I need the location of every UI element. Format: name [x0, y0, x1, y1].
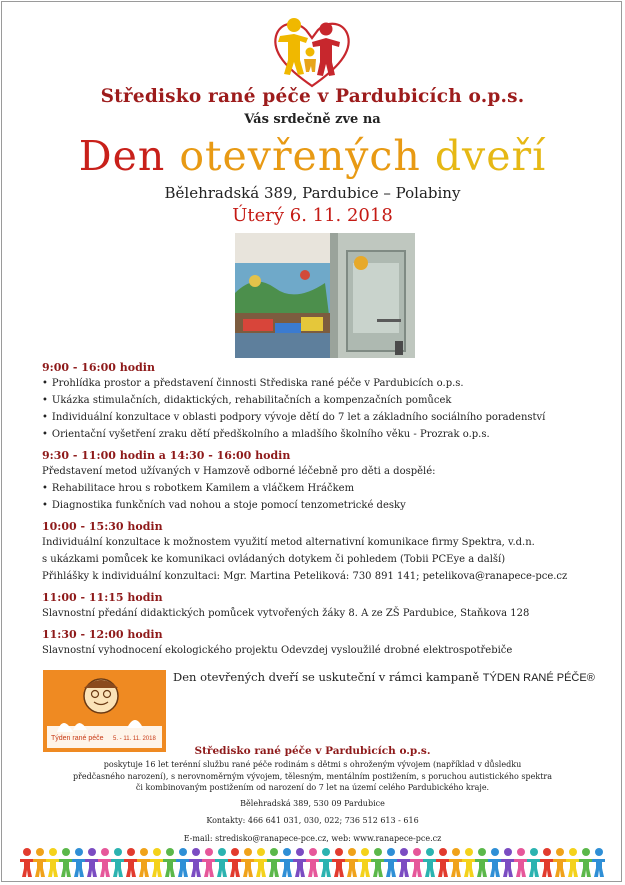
- person-figure-icon: [111, 848, 125, 877]
- campaign-poster: [43, 670, 166, 752]
- program-item: • Ukázka stimulačních, didaktických, rehabilitačních a kompenzačních pomůcek: [42, 392, 612, 409]
- footer-organization: Středisko rané péče v Pardubicích o.p.s.: [194, 745, 431, 757]
- program-block-2: [42, 449, 612, 514]
- person-figure-icon: [85, 848, 99, 877]
- program-block-1: [42, 361, 612, 443]
- person-figure-icon: [98, 848, 112, 877]
- person-figure-icon: [488, 848, 502, 877]
- person-figure-icon: [59, 848, 73, 877]
- person-figure-icon: [124, 848, 138, 877]
- program-item: • Orientační vyšetření zraku dětí předškolního a mladšího školního věku - Prozrak o.p.s.: [42, 426, 612, 443]
- room-photo: [235, 233, 415, 358]
- person-figure-icon: [163, 848, 177, 877]
- person-figure-icon: [384, 848, 398, 877]
- program-block-3: [42, 520, 612, 585]
- program-block-5: [42, 628, 612, 659]
- footer-description-line: poskytuje 16 let terénní službu rané péče rodinám s dětmi s ohroženým vývojem (například v důsledku: [103, 760, 522, 769]
- program-item: • Diagnostika funkčních vad nohou a stoje pomocí tenzometrické desky: [42, 497, 612, 514]
- person-figure-icon: [150, 848, 164, 877]
- person-figure-icon: [241, 848, 255, 877]
- person-figure-icon: [436, 848, 450, 877]
- person-figure-icon: [579, 848, 593, 877]
- person-figure-icon: [33, 848, 47, 877]
- organization-logo: [266, 12, 358, 90]
- person-figure-icon: [345, 848, 359, 877]
- person-figure-icon: [332, 848, 346, 877]
- person-figure-icon: [189, 848, 203, 877]
- person-figure-icon: [514, 848, 528, 877]
- program-time: 11:30 - 12:00 hodin: [42, 628, 163, 641]
- campaign-note-prefix: Den otevřených dveří se uskuteční v rámci kampaně: [173, 670, 483, 684]
- event-address: Bělehradská 389, Pardubice – Polabiny: [164, 184, 461, 202]
- person-figure-icon: [371, 848, 385, 877]
- invitation-text: Vás srdečně zve na: [244, 112, 381, 127]
- person-figure-icon: [501, 848, 515, 877]
- person-figure-icon: [72, 848, 86, 877]
- event-title: [0, 130, 625, 182]
- footer-contacts: Kontakty: 466 641 031, 030, 022; 736 512 613 - 616: [206, 816, 419, 825]
- footer: [0, 743, 625, 844]
- organization-title: Středisko rané péče v Pardubicích o.p.s.: [100, 86, 525, 107]
- campaign-note: [173, 670, 595, 684]
- footer-email-web: E-mail: stredisko@ranapece-pce.cz, web: www.ranapece-pce.cz: [183, 833, 442, 843]
- program-item: • Individuální konzultace v oblasti podpory vývoje dětí do 7 let a základního sociálního poradenství: [42, 409, 612, 426]
- person-figure-icon: [566, 848, 580, 877]
- event-title-word-1: Den: [78, 132, 166, 180]
- person-figure-icon: [592, 848, 605, 877]
- person-figure-icon: [176, 848, 190, 877]
- person-figure-icon: [462, 848, 476, 877]
- program-item: Slavnostní vyhodnocení ekologického projektu Odevzdej vysloužilé drobné elektrospotřebiče: [42, 645, 513, 656]
- program-item: Přihlášky k individuální konzultaci: Mgr. Martina Peteliková: 730 891 141; petelikova@ranapece-pce.cz: [42, 571, 568, 582]
- program-item: Představení metod užívaných v Hamzově odborné léčebně pro děti a dospělé:: [42, 466, 436, 477]
- person-figure-icon: [527, 848, 541, 877]
- footer-address: Bělehradská 389, 530 09 Pardubice: [240, 798, 385, 808]
- person-figure-icon: [306, 848, 320, 877]
- footer-description-line: předčasného narození), s nerovnoměrným vývojem, tělesným, mentálním postižením, s poruchou autistického spektra: [72, 771, 553, 781]
- person-figure-icon: [46, 848, 60, 877]
- person-figure-icon: [254, 848, 268, 877]
- person-figure-icon: [293, 848, 307, 877]
- event-date: Úterý 6. 11. 2018: [232, 205, 393, 226]
- footer-description-line: či kombinovaným postižením od narození do 7 let na území celého Pardubického kraje.: [135, 783, 490, 792]
- program-item: Individuální konzultace k možnostem využití metod alternativní komunikace firmy Spektra, v.d.n.: [42, 537, 535, 548]
- person-figure-icon: [319, 848, 333, 877]
- program-item: • Rehabilitace hrou s robotkem Kamilem a vláčkem Hráčkem: [42, 480, 612, 497]
- person-figure-icon: [267, 848, 281, 877]
- person-figure-icon: [202, 848, 216, 877]
- people-border-decoration: [20, 846, 605, 878]
- person-figure-icon: [449, 848, 463, 877]
- person-figure-icon: [410, 848, 424, 877]
- campaign-poster-title: Týden rané péče: [51, 735, 104, 742]
- person-figure-icon: [137, 848, 151, 877]
- person-figure-icon: [540, 848, 554, 877]
- person-figure-icon: [553, 848, 567, 877]
- program-time: 9:00 - 16:00 hodin: [42, 361, 155, 374]
- program-time: 9:30 - 11:00 hodin a 14:30 - 16:00 hodin: [42, 449, 291, 462]
- person-figure-icon: [20, 848, 34, 877]
- person-figure-icon: [475, 848, 489, 877]
- person-figure-icon: [358, 848, 372, 877]
- person-figure-icon: [215, 848, 229, 877]
- person-figure-icon: [228, 848, 242, 877]
- program-time: 10:00 - 15:30 hodin: [42, 520, 163, 533]
- event-title-word-2: otevřených: [179, 132, 421, 180]
- program-block-4: [42, 591, 612, 622]
- campaign-poster-dates: 5. - 11. 11. 2018: [113, 736, 156, 742]
- program-item: • Prohlídka prostor a představení činnosti Střediska rané péče v Pardubicích o.p.s.: [42, 375, 612, 392]
- person-figure-icon: [280, 848, 294, 877]
- program-item: Slavnostní předání didaktických pomůcek vytvořených žáky 8. A ze ZŠ Pardubice, Staňkova 128: [42, 608, 530, 619]
- program-time: 11:00 - 11:15 hodin: [42, 591, 163, 604]
- program-item: s ukázkami pomůcek ke komunikaci ovládaných dotykem či pohledem (Tobii PCEye a další): [42, 554, 506, 565]
- person-figure-icon: [423, 848, 437, 877]
- campaign-name: TÝDEN RANÉ PÉČE®: [482, 672, 595, 684]
- program: [42, 361, 612, 659]
- person-figure-icon: [397, 848, 411, 877]
- event-title-word-3: dveří: [434, 132, 547, 180]
